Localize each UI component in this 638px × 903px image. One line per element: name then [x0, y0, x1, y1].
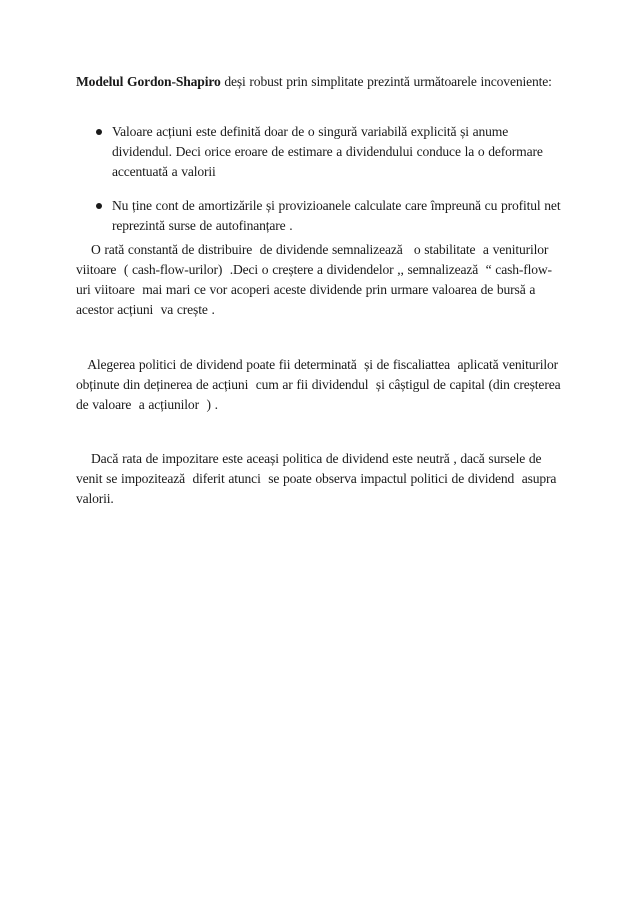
list-item [76, 196, 562, 236]
bullet-icon [96, 203, 102, 209]
bullet-icon [96, 129, 102, 135]
bullet-text: Nu ține cont de amortizările și provizioanele calculate care împreună cu profitul net reprezintă surse de autofinanțare . [112, 198, 561, 233]
body-paragraph: Dacă rata de impozitare este aceași politica de dividend este neutră , dacă sursele de venit se impozitează diferit atunci se poate observa impactul politici de dividend asupra valorii. [76, 451, 561, 506]
body-paragraph: O rată constantă de distribuire de dividende semnalizează o stabilitate a veniturilor viitoare ( cash-flow-urilor) .Deci o creștere a dividendelor ,, semnalizează “ cash-flow-uri viitoare mai mari ce vor acoperi aceste dividende prin urmare valoarea de bursă a acestor acțiuni va crește . [76, 242, 556, 317]
drawbacks-list-2 [76, 196, 562, 236]
list-item [76, 122, 562, 182]
drawbacks-list [76, 122, 562, 182]
intro-paragraph [76, 72, 562, 92]
model-title: Modelul Gordon-Shapiro [76, 74, 221, 89]
intro-text: deși robust prin simplitate prezintă următoarele incoveniente: [220, 74, 552, 89]
body-paragraph: Alegerea politici de dividend poate fii determinată și de fiscaliattea aplicată veniturilor obținute din deținerea de acțiuni cum ar fii dividendul și câștigul de capital (din creșterea de valoare a acțiunilor ) . [76, 357, 566, 412]
bullet-text: Valoare acțiuni este definită doar de o singură variabilă explicită și anume dividendul. Deci orice eroare de estimare a dividendului conduce la o deformare accentuată a valorii [112, 124, 543, 179]
